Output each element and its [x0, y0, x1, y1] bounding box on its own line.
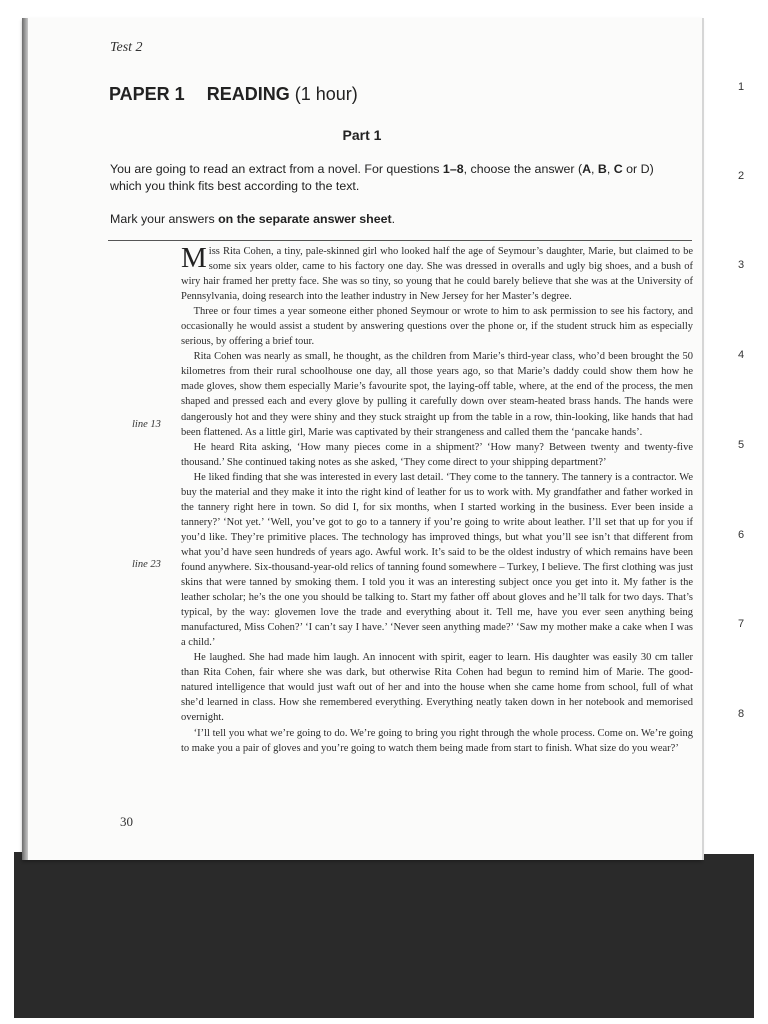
passage-paragraph: ‘I’ll tell you what we’re going to do. We’re going to bring you right through the whole process. Come on. We’re going to make you a pair of gloves and you’re going to watch them being made from start to finish. What size do you wear?’: [181, 727, 693, 754]
passage-paragraph: Rita Cohen was nearly as small, he thought, as the children from Marie’s third-year class, who’d been brought the 50 kilometres from their rural schoolhouse one day, all those years ago, so that Marie’s daddy could show them how he made gloves, show them especially Marie’s favourite spot, the laying-off table, where, at the end of the process, the men shaped and pressed each and every glove by pulling it carefully down over steam-heated brass hands. The hands were dangerously hot and they were shiny and they stuck straight up from the table in a row, thin-looking, like hands that had been flattened. As a little girl, Marie was captivated by their strangeness and called them the ‘pancake hands’.: [181, 351, 693, 438]
line-marker-13: line 13: [132, 419, 161, 430]
page-edge-shadow: [22, 18, 28, 860]
margin-number: 5: [737, 439, 745, 451]
test-label: Test 2: [110, 40, 143, 55]
drop-cap: M: [181, 242, 207, 274]
paper-number: PAPER 1: [109, 84, 185, 104]
book-page: [22, 18, 702, 860]
margin-number: 3: [737, 259, 745, 271]
instruction-intro: You are going to read an extract from a novel. For questions 1–8, choose the answer (A, B, C or D) which you think fits best according to the text.: [110, 162, 654, 193]
reading-passage: [181, 244, 693, 756]
paper-heading: [109, 84, 358, 105]
passage-paragraph: He laughed. She had made him laugh. An innocent with spirit, eager to learn. His daughter was easily 30 cm taller than Rita Cohen, fair where she was dark, but otherwise Rita Cohen had begun to remind him of Marie. The good-natured intelligence that would just waft out of her and into the house when she came home from school, full of what she’d learned in class. How she remembered everything. Everything neatly taken down in her notebook and memorised overnight.: [181, 652, 693, 724]
line-marker-23: line 23: [132, 559, 161, 570]
instructions: [110, 161, 680, 228]
divider-rule: [108, 240, 692, 241]
passage-paragraph: Miss Rita Cohen, a tiny, pale-skinned girl who looked half the age of Seymour’s daughter, Marie, but claimed to be some six years older, came to his factory one day. She was dressed in overalls and ugly big shoes, and a bush of wiry hair framed her pretty face. She was so tiny, so young that he could barely believe that she was at the University of Pennsylvania, doing research into the leather industry in New Jersey for her Master’s degree.: [181, 242, 693, 303]
margin-number: 6: [737, 529, 745, 541]
side-margin: [700, 18, 755, 854]
passage-paragraph: Three or four times a year someone either phoned Seymour or wrote to him to ask permission to see his factory, and occasionally he would assist a student by answering questions over the phone or, if the student struck him as especially serious, by offering a brief tour.: [181, 306, 693, 348]
instruction-mark: Mark your answers on the separate answer sheet.: [110, 212, 396, 226]
paper-duration: (1 hour): [294, 84, 358, 104]
passage-paragraph: He liked finding that she was interested in every last detail. ‘They come to the tannery. The tannery is a contractor. We buy the material and they make it into the right kind of leather for us to work with. My grandfather and father worked in the tannery right here in town. So did I, for six months, when I started working in the business. Ever been inside a tannery?’ ‘Not yet.’ ‘Well, you’ve got to go to a tannery if you’re going to write about leather. I’ll set that up for you if you’d like. They’re primitive places. The technology has improved things, but what you’ll see isn’t that different from what you’d have seen hundreds of years ago. Awful work. It’s said to be the oldest industry of which remains have been found anywhere. Six-thousand-year-old relics of tanning found somewhere – Turkey, I believe. The first clothing was just skins that were tanned by smoking them. I told you it was an interesting subject once you get into it. My father is the leather scholar; he’s the one you should be talking to. Start my father off about gloves and he’ll talk for two days. That’s typical, by the way: glovemen love the trade and everything about it. Tell me, have you ever seen anything being manufactured, Miss Cohen?’ ‘I can’t say I have.’ ‘Never seen anything made?’ ‘Saw my mother make a cake when I was a child.’: [181, 471, 693, 649]
passage-paragraph: He heard Rita asking, ‘How many pieces come in a shipment?’ ‘How many? Between twenty and twenty-five thousand.’ She continued taking notes as she asked, ‘They come direct to your shipping department?’: [181, 441, 693, 468]
dark-background: [14, 852, 754, 1018]
margin-number: 7: [737, 618, 745, 630]
margin-number: 4: [737, 349, 745, 361]
margin-number: 8: [737, 708, 745, 720]
paper-section: READING: [206, 84, 290, 104]
part-title: Part 1: [342, 127, 382, 143]
margin-number: 1: [737, 81, 745, 93]
margin-number: 2: [737, 170, 745, 182]
page-number: 30: [120, 814, 133, 829]
